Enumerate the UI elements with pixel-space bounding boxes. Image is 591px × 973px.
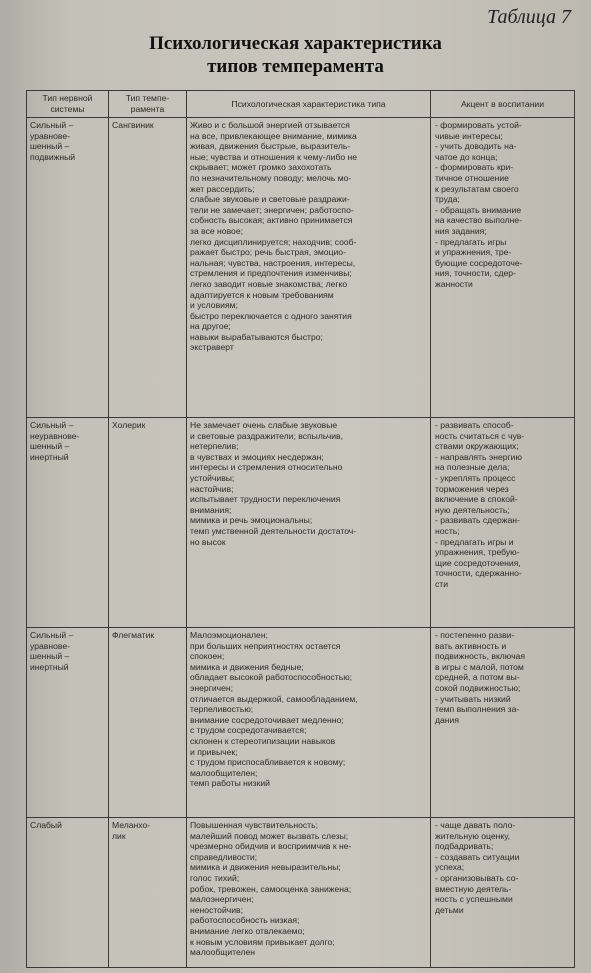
text-line: ность считаться с чув- xyxy=(435,430,525,441)
text-line: дания xyxy=(435,714,459,725)
text-line: Сангвиник xyxy=(112,120,154,130)
text-line: темп выполнения за- xyxy=(435,704,520,715)
text-line: сти xyxy=(435,578,449,589)
text-line: спокоен; xyxy=(190,651,225,662)
header-temperament-type: Тип темпе-рамента xyxy=(109,91,187,118)
text-line: в чувствах и эмоциях несдержан; xyxy=(190,451,324,462)
text-line: к новым условиям привыкает долго; xyxy=(190,936,335,947)
cell-accent xyxy=(431,118,575,418)
cell-characteristic xyxy=(187,118,431,418)
text-line: тичное отношение xyxy=(435,172,509,183)
cell-characteristic xyxy=(187,628,431,818)
cell-nervous-system xyxy=(27,818,109,968)
text-line: Живо и с большой энергией отзывается xyxy=(190,120,350,130)
text-line: обладает высокой работоспособностью; xyxy=(190,672,353,683)
text-line: Малоэмоционален; xyxy=(190,630,268,640)
text-line: Холерик xyxy=(112,420,146,430)
text-line: - предлагать игры xyxy=(435,236,507,247)
text-line: мимика и движения бедные; xyxy=(190,661,304,672)
text-line: скрывает; может громко захохотать xyxy=(190,162,332,173)
text-line: - организовывать со- xyxy=(435,872,519,883)
text-line: неуравнове- xyxy=(30,430,80,441)
text-line: торможения через xyxy=(435,483,509,494)
text-line: Меланхо- xyxy=(112,820,151,830)
text-line: - развивать сдержан- xyxy=(435,515,520,526)
text-line: устойчивы; xyxy=(190,472,235,483)
text-line: малоэнергичен; xyxy=(190,894,254,905)
text-line: ность с успешными xyxy=(435,894,513,905)
text-line: - создавать ситуации xyxy=(435,851,520,862)
text-line: - формировать кри- xyxy=(435,162,514,173)
cell-nervous-system xyxy=(27,418,109,628)
text-line: Флегматик xyxy=(112,630,155,640)
cell-temperament xyxy=(109,628,187,818)
text-line: работоспособность низкая; xyxy=(190,915,300,926)
text-line: ность; xyxy=(435,525,460,536)
text-line: отличается выдержкой, самообладанием, xyxy=(190,693,358,704)
text-line: детьми xyxy=(435,904,464,915)
text-line: уравнове- xyxy=(30,130,70,141)
text-line: и упражнения, тре- xyxy=(435,247,512,258)
text-line: при больших неприятностях остается xyxy=(190,640,341,651)
header-nervous-system: Тип нервной системы xyxy=(27,91,109,118)
text-line: ные; чувства и отношения к чему-либо не xyxy=(190,151,358,162)
table-header-row xyxy=(27,91,575,118)
table-row xyxy=(27,118,575,418)
text-line: склонен к стереотипизации навыков xyxy=(190,735,336,746)
text-line: - учитывать низкий xyxy=(435,693,511,704)
text-line: жительную оценку, xyxy=(435,830,511,841)
text-line: мимика и движения невыразительны; xyxy=(190,862,341,873)
text-line: легко дисциплинируется; находчив; сооб- xyxy=(190,236,357,247)
text-line: адаптируется к новым требованиям xyxy=(190,289,334,300)
text-line: нетерпелив; xyxy=(190,441,239,452)
text-line: темп работы низкий xyxy=(190,778,270,789)
cell-characteristic xyxy=(187,818,431,968)
text-line: - укреплять процесс xyxy=(435,472,516,483)
text-line: подвижный xyxy=(30,151,76,162)
text-line: настойчив; xyxy=(190,483,234,494)
text-line: стремления и предпочтения изменчивы; xyxy=(190,268,352,279)
text-line: ния задания; xyxy=(435,225,487,236)
text-line: живая, движения быстрые, выразитель- xyxy=(190,141,351,152)
text-line: нальная; чувства, настроения, интересы, xyxy=(190,257,356,268)
text-line: жанности xyxy=(435,278,473,289)
text-line: Не замечает очень слабые звуковые xyxy=(190,420,338,430)
text-line: - учить доводить на- xyxy=(435,141,517,152)
cell-temperament xyxy=(109,818,187,968)
text-line: по незначительному поводу; мелочь мо- xyxy=(190,172,352,183)
cell-accent xyxy=(431,418,575,628)
text-line: чатое до конца; xyxy=(435,151,498,162)
header-psychological-characteristic: Психологическая характеристика типа xyxy=(187,91,431,118)
text-line: шенный – xyxy=(30,141,70,152)
text-line: успеха; xyxy=(435,862,465,873)
table-row xyxy=(27,418,575,628)
text-line: жет рассердить; xyxy=(190,183,255,194)
text-line: Сильный – xyxy=(30,420,74,430)
text-line: малообщителен xyxy=(190,947,256,958)
text-line: но высок xyxy=(190,536,226,547)
text-line: внимания; xyxy=(190,504,232,515)
text-line: уравнове- xyxy=(30,640,70,651)
cell-temperament xyxy=(109,418,187,628)
text-line: - предлагать игры и xyxy=(435,536,514,547)
text-line: сокой подвижностью; xyxy=(435,682,521,693)
text-line: средней, а потом вы- xyxy=(435,672,520,683)
table-number-label: Таблица 7 xyxy=(487,6,571,28)
header-upbringing-accent: Акцент в воспитании xyxy=(431,91,575,118)
text-line: мимика и речь эмоциональны; xyxy=(190,515,313,526)
cell-nervous-system xyxy=(27,118,109,418)
text-line: щие сосредоточения, xyxy=(435,557,521,568)
cell-nervous-system xyxy=(27,628,109,818)
text-line: и привычек; xyxy=(190,746,238,757)
text-line: внимание легко отвлекаемо; xyxy=(190,925,305,936)
text-line: к результатам своего xyxy=(435,183,519,194)
page-title xyxy=(0,32,591,78)
text-line: собность высокая; активно принимается xyxy=(190,215,353,226)
cell-temperament xyxy=(109,118,187,418)
text-line: малейший повод может вызвать слезы; xyxy=(190,830,349,841)
text-line: терпеливостью; xyxy=(190,704,254,715)
title-line-2: типов темперамента xyxy=(207,56,384,77)
text-line: ствами окружающих; xyxy=(435,441,519,452)
text-line: подвижность, включая xyxy=(435,651,525,662)
text-line: инертный xyxy=(30,451,69,462)
text-line: вать активность и xyxy=(435,640,507,651)
text-line: упражнения, требую- xyxy=(435,547,520,558)
text-line: в игры с малой, потом xyxy=(435,661,524,672)
text-line: на качество выполне- xyxy=(435,215,522,226)
text-line: за все новое; xyxy=(190,225,243,236)
text-line: Слабый xyxy=(30,820,62,830)
text-line: и световые раздражители; вспыльчив, xyxy=(190,430,343,441)
temperament-table xyxy=(26,90,575,968)
text-line: робок, тревожен, самооценка занижена; xyxy=(190,883,352,894)
text-line: на все, привлекающее внимание, мимика xyxy=(190,130,357,141)
text-line: подбадривать; xyxy=(435,841,494,852)
text-line: неностойчив; xyxy=(190,904,243,915)
text-line: легко заводит новые знакомства; легко xyxy=(190,278,348,289)
text-line: экстраверт xyxy=(190,342,234,353)
text-line: темп умственной деятельности достаточ- xyxy=(190,525,357,536)
text-line: слабые звуковые и световые раздражи- xyxy=(190,194,350,205)
text-line: и условиям; xyxy=(190,300,238,311)
text-line: энергичен; xyxy=(190,682,234,693)
table-row xyxy=(27,628,575,818)
text-line: точности, сдержанно- xyxy=(435,568,522,579)
text-line: на другое; xyxy=(190,321,231,332)
text-line: включение в спокой- xyxy=(435,494,518,505)
text-line: труда; xyxy=(435,194,460,205)
text-line: на полезные дела; xyxy=(435,462,510,473)
text-line: шенный – xyxy=(30,651,70,662)
text-line: интересы и стремления относительно xyxy=(190,462,343,473)
text-line: - формировать устой- xyxy=(435,120,522,130)
cell-characteristic xyxy=(187,418,431,628)
text-line: Повышенная чувствительность; xyxy=(190,820,318,830)
text-line: Сильный – xyxy=(30,630,74,640)
text-line: голос тихий; xyxy=(190,872,240,883)
text-line: ния, точности, сдер- xyxy=(435,268,516,279)
text-line: чивые интересы; xyxy=(435,130,503,141)
text-line: - чаще давать поло- xyxy=(435,820,516,830)
text-line: малообщителен; xyxy=(190,767,258,778)
text-line: внимание сосредоточивает медленно; xyxy=(190,714,344,725)
text-line: испытывает трудности переключения xyxy=(190,494,341,505)
text-line: Сильный – xyxy=(30,120,74,130)
cell-accent xyxy=(431,628,575,818)
text-line: лик xyxy=(112,830,126,841)
text-line: быстро переключается с одного занятия xyxy=(190,310,352,321)
text-line: - направлять энергию xyxy=(435,451,522,462)
text-line: инертный xyxy=(30,661,69,672)
text-line: - обращать внимание xyxy=(435,204,522,215)
text-line: чрезмерно обидчив и восприимчив к не- xyxy=(190,841,352,852)
text-line: с трудом приспосабливается к новому; xyxy=(190,757,346,768)
text-line: - развивать способ- xyxy=(435,420,514,430)
text-line: шенный – xyxy=(30,441,70,452)
text-line: навыки вырабатываются быстро; xyxy=(190,331,323,342)
text-line: вместную деятель- xyxy=(435,883,512,894)
title-line-1: Психологическая характеристика xyxy=(149,33,442,54)
text-line: ражает быстро; речь быстрая, эмоцио- xyxy=(190,247,346,258)
text-line: бующие сосредоточе- xyxy=(435,257,523,268)
text-line: справедливости; xyxy=(190,851,258,862)
text-line: с трудом сосредотачивается; xyxy=(190,725,307,736)
text-line: ную деятельность; xyxy=(435,504,510,515)
text-line: - постепенно разви- xyxy=(435,630,515,640)
table-row xyxy=(27,818,575,968)
text-line: тели не замечает; энергичен; работоспо- xyxy=(190,204,354,215)
cell-accent xyxy=(431,818,575,968)
